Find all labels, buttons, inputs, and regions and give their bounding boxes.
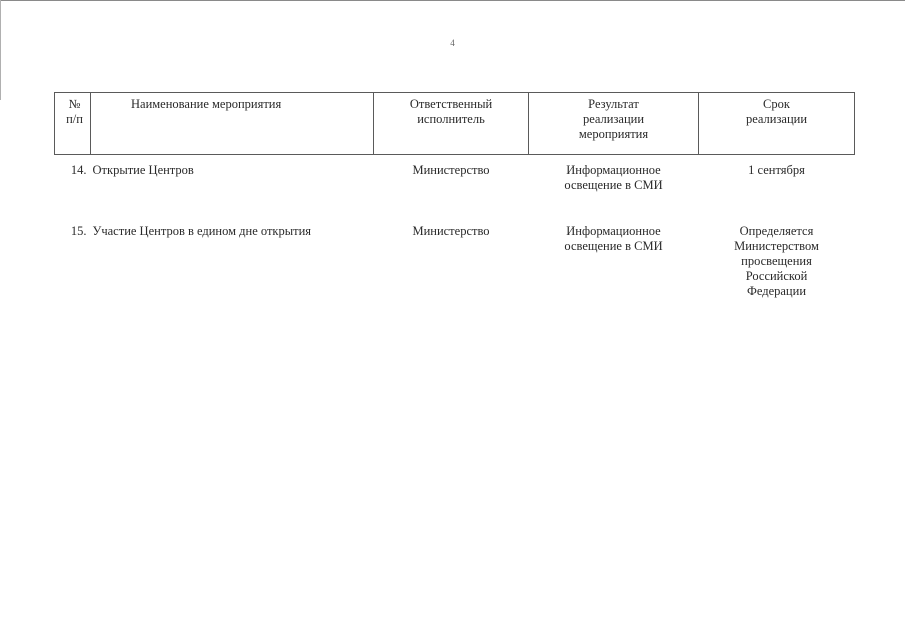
row-responsible: Министерство [412, 224, 490, 238]
scan-edge-left [0, 0, 1, 100]
row-deadline-line2: Министерством [734, 239, 819, 253]
header-deadline-line2: реализации [745, 112, 808, 126]
row-deadline-line5: Федерации [746, 284, 807, 298]
header-result-line2: реализации [582, 112, 645, 126]
header-deadline-line1: Срок [763, 97, 790, 111]
header-event-name [91, 93, 374, 155]
events-table [54, 92, 855, 299]
row-responsible: Министерство [412, 163, 490, 177]
header-event-name-text: Наименование мероприятия [131, 97, 282, 111]
table-header-row [55, 93, 855, 155]
row-result [529, 155, 699, 194]
table-row [55, 193, 855, 299]
row-deadline-line3: просвещения [741, 254, 812, 268]
header-number-line1: № [68, 97, 81, 111]
row-result-line2: освещение в СМИ [564, 178, 663, 192]
row-deadline-line4: Российской [745, 269, 808, 283]
row-event-name: Участие Центров в едином дне открытия [92, 224, 312, 238]
header-responsible-line2: исполнитель [417, 112, 485, 126]
header-number-line2: п/п [66, 112, 83, 126]
row-deadline-line1: Определяется [739, 224, 814, 238]
row-result-line1: Информационное [566, 224, 661, 238]
row-result-line1: Информационное [566, 163, 661, 177]
row-number: 15. [70, 224, 87, 238]
row-number: 14. [70, 163, 87, 177]
header-deadline [699, 93, 855, 155]
row-deadline [699, 193, 855, 299]
header-responsible [374, 93, 529, 155]
header-result [529, 93, 699, 155]
scan-edge-top [0, 0, 905, 1]
row-result-line2: освещение в СМИ [564, 239, 663, 253]
row-result [529, 193, 699, 299]
row-deadline [699, 155, 855, 194]
table-row [55, 155, 855, 194]
header-result-line1: Результат [588, 97, 639, 111]
header-responsible-line1: Ответственный [409, 97, 493, 111]
header-result-line3: мероприятия [578, 127, 649, 141]
page-number: 4 [450, 38, 455, 48]
row-event-name: Открытие Центров [92, 163, 194, 177]
header-number [55, 93, 91, 155]
row-deadline-line1: 1 сентября [748, 163, 805, 177]
